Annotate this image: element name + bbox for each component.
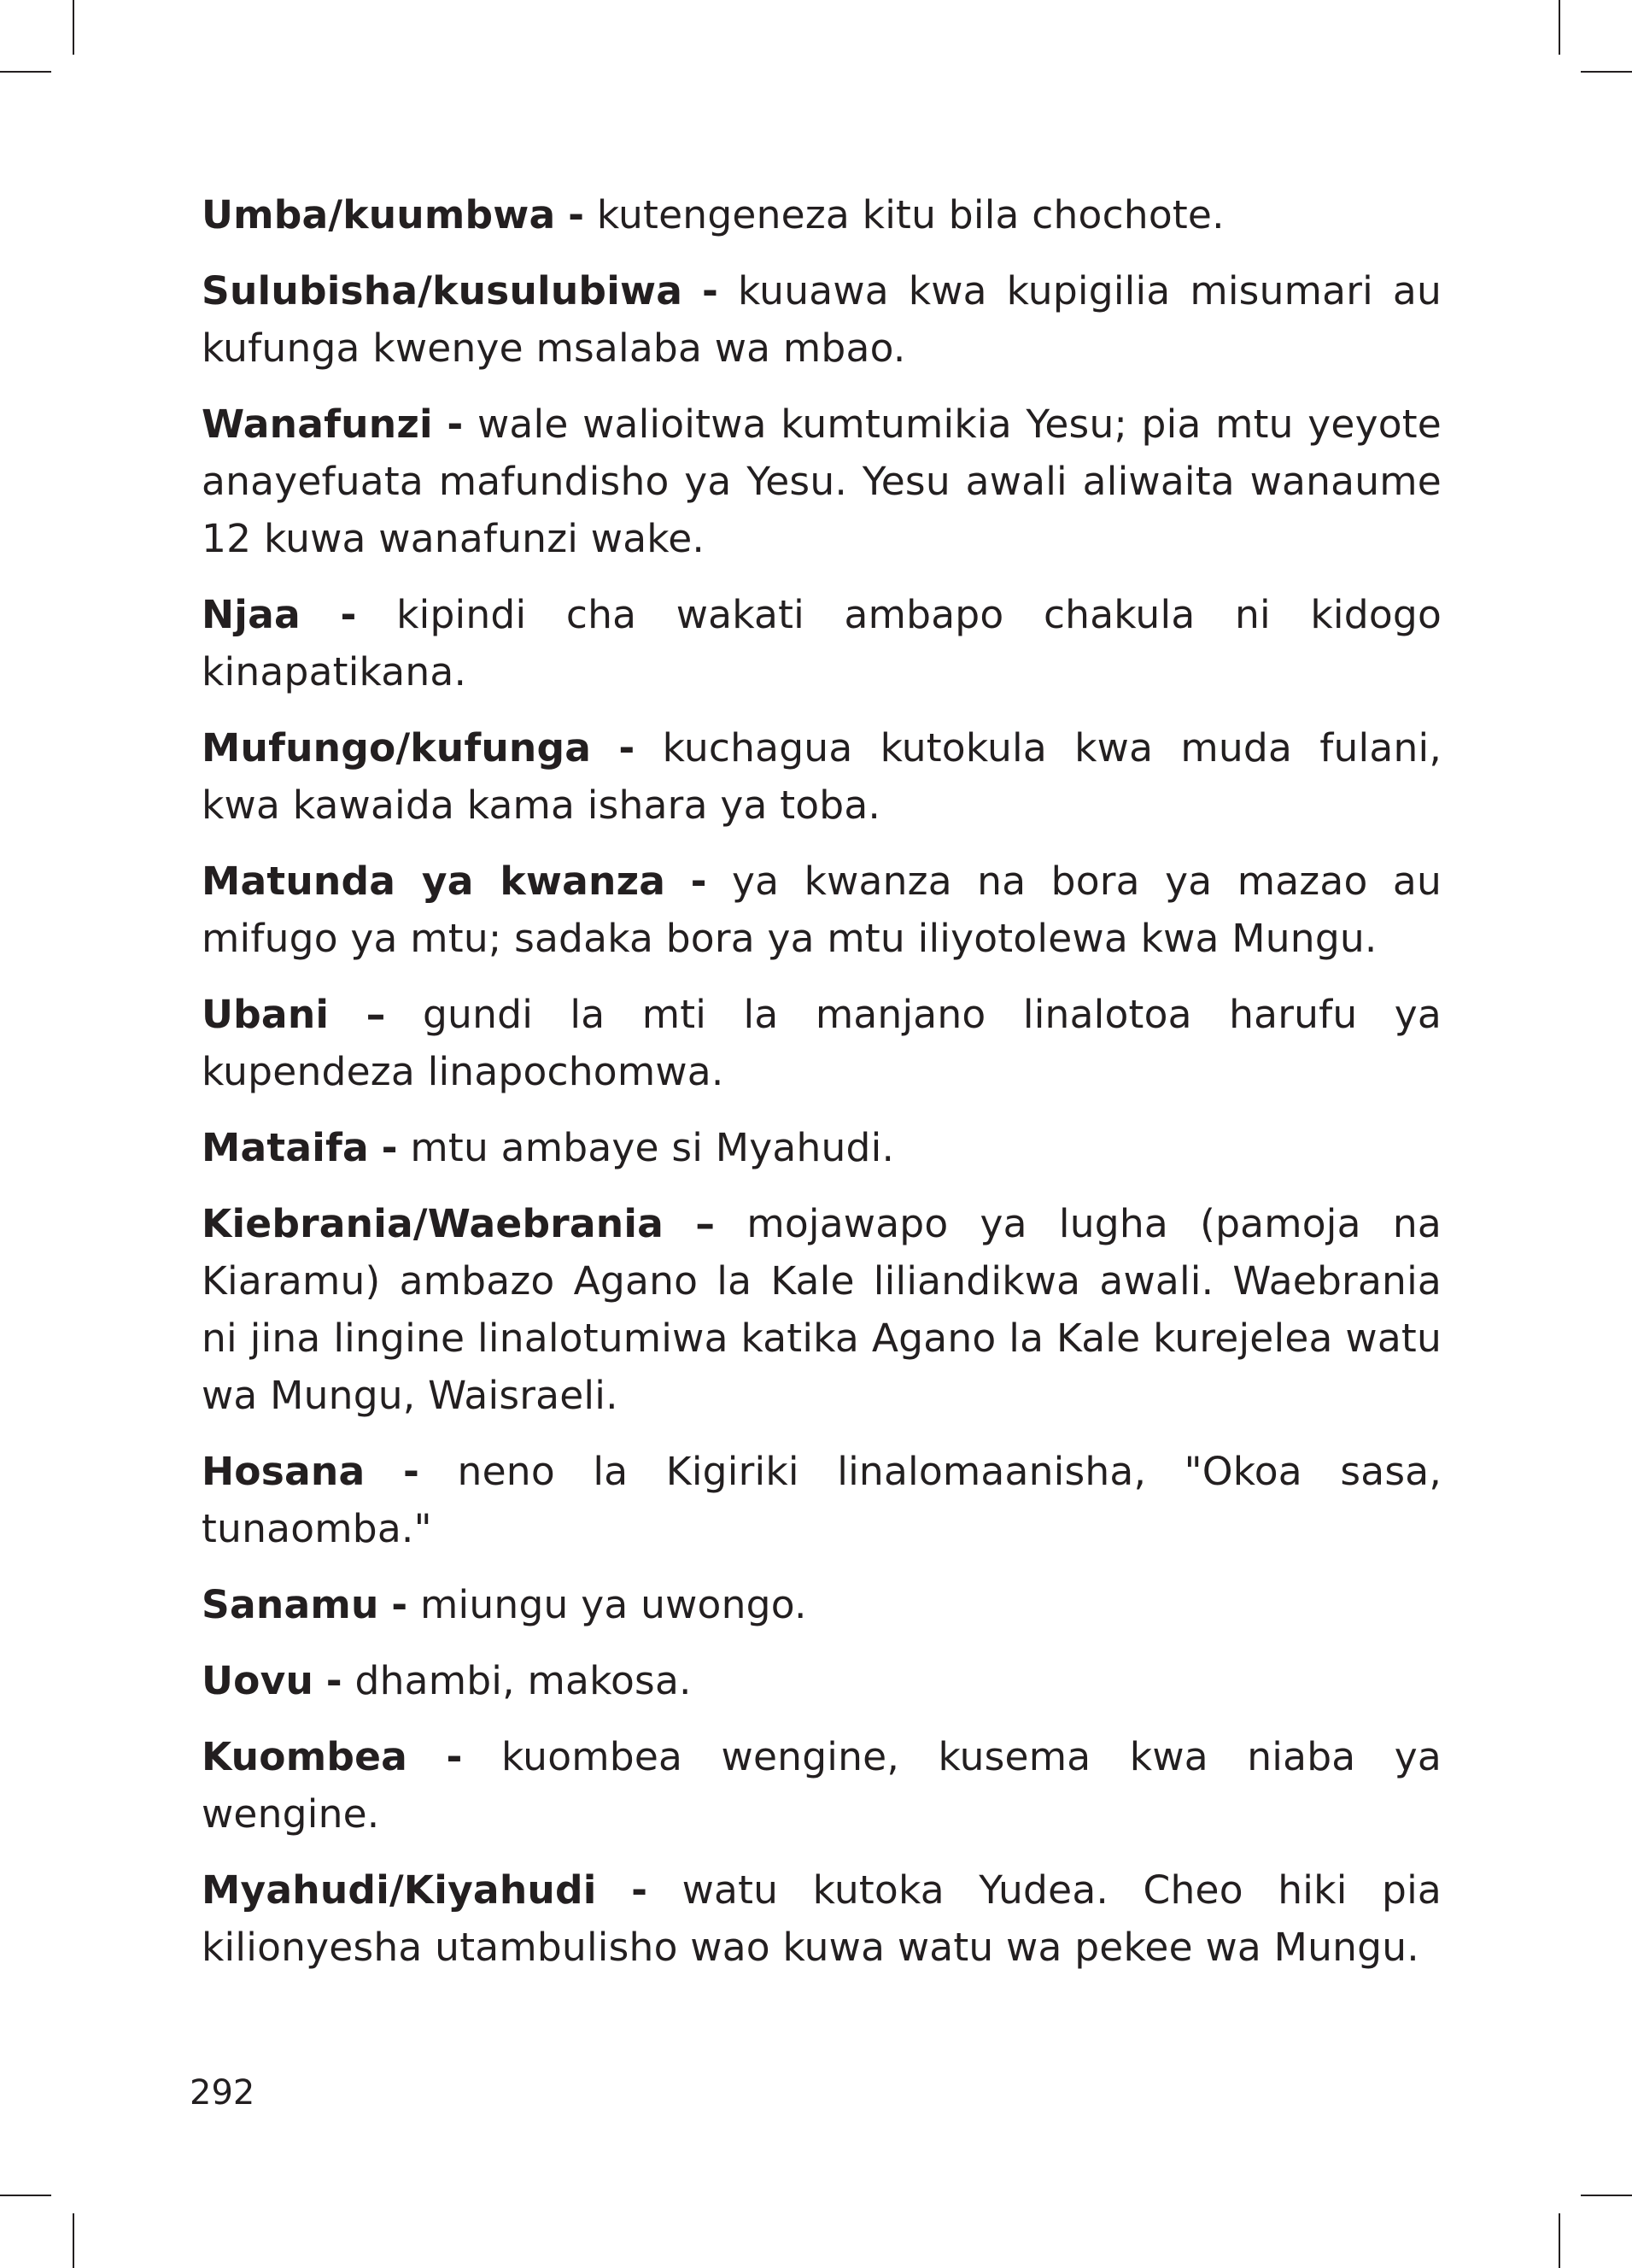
crop-mark-top-right-horizontal bbox=[1581, 71, 1632, 73]
crop-mark-bottom-left-horizontal bbox=[0, 2195, 51, 2196]
glossary-entry bbox=[202, 262, 1442, 377]
glossary-entry bbox=[202, 1652, 1442, 1709]
glossary-definition: watu kutoka Yudea. Cheo hiki pia kilionyesha utambulisho wao kuwa watu wa pekee wa Mungu. bbox=[202, 1867, 1442, 1970]
glossary-entry bbox=[202, 1195, 1442, 1424]
glossary-entry bbox=[202, 1861, 1442, 1976]
glossary-definition: mojawapo ya lugha (pamoja na Kiaramu) ambazo Agano la Kale liliandikwa awali. Waebrania ni jina lingine linalotumiwa katika Agano la Kale kurejelea watu wa Mungu, Waisraeli. bbox=[202, 1201, 1442, 1418]
glossary-separator: - bbox=[381, 1125, 398, 1170]
glossary-term: Mufungo/kufunga bbox=[202, 725, 592, 771]
glossary-term: Uovu bbox=[202, 1658, 314, 1703]
glossary-separator: – bbox=[695, 1201, 716, 1246]
glossary-separator: - bbox=[446, 1734, 463, 1779]
glossary-separator: - bbox=[631, 1867, 648, 1913]
glossary-term: Wanafunzi bbox=[202, 401, 433, 447]
glossary-term: Kiebrania/Waebrania bbox=[202, 1201, 664, 1246]
crop-mark-bottom-left bbox=[73, 2213, 74, 2268]
glossary-separator: - bbox=[618, 725, 635, 771]
glossary-definition: dhambi, makosa. bbox=[354, 1658, 692, 1703]
page-number: 292 bbox=[190, 2073, 255, 2113]
glossary-entry bbox=[202, 1728, 1442, 1843]
glossary-term: Mataifa bbox=[202, 1125, 369, 1170]
glossary-term: Njaa bbox=[202, 592, 301, 637]
glossary-entry bbox=[202, 719, 1442, 834]
glossary-entry bbox=[202, 396, 1442, 567]
glossary-entry bbox=[202, 986, 1442, 1100]
glossary-entry bbox=[202, 853, 1442, 967]
glossary-separator: - bbox=[447, 401, 464, 447]
glossary-term: Sanamu bbox=[202, 1582, 379, 1627]
glossary-definition: ya kwanza na bora ya mazao au mifugo ya mtu; sadaka bora ya mtu iliyotolewa kwa Mungu. bbox=[202, 859, 1442, 961]
glossary-term: Umba/kuumbwa bbox=[202, 192, 556, 237]
crop-mark-top-left bbox=[73, 0, 74, 55]
glossary-entry bbox=[202, 1576, 1442, 1633]
glossary-entry bbox=[202, 586, 1442, 700]
glossary-entry bbox=[202, 1443, 1442, 1557]
glossary-term: Hosana bbox=[202, 1449, 366, 1494]
glossary-separator: - bbox=[325, 1658, 342, 1703]
glossary-definition: gundi la mti la manjano linalotoa harufu ya kupendeza linapochomwa. bbox=[202, 992, 1442, 1094]
crop-mark-bottom-right-horizontal bbox=[1581, 2195, 1632, 2196]
glossary-term: Sulubisha/kusulubiwa bbox=[202, 268, 683, 314]
glossary-definition: neno la Kigiriki linalomaanisha, "Okoa sasa, tunaomba." bbox=[202, 1449, 1442, 1551]
glossary-term: Matunda ya kwanza bbox=[202, 859, 666, 904]
crop-mark-top-right bbox=[1559, 0, 1560, 55]
glossary-definition: kuombea wengine, kusema kwa niaba ya wengine. bbox=[202, 1734, 1442, 1837]
glossary-definition: kutengeneza kitu bila chochote. bbox=[596, 192, 1225, 237]
crop-mark-bottom-right bbox=[1559, 2213, 1560, 2268]
glossary-definition: kuuawa kwa kupigilia misumari au kufunga kwenye msalaba wa mbao. bbox=[202, 268, 1442, 371]
glossary-separator: - bbox=[402, 1449, 420, 1494]
glossary-separator: – bbox=[366, 992, 386, 1037]
glossary-entry bbox=[202, 186, 1442, 243]
glossary-separator: - bbox=[340, 592, 357, 637]
glossary-definition: mtu ambaye si Myahudi. bbox=[410, 1125, 895, 1170]
glossary-entry bbox=[202, 1119, 1442, 1176]
glossary-definition: wale walioitwa kumtumikia Yesu; pia mtu yeyote anayefuata mafundisho ya Yesu. Yesu awali aliwaita wanaume 12 kuwa wanafunzi wake. bbox=[202, 401, 1442, 561]
glossary-term: Kuombea bbox=[202, 1734, 408, 1779]
glossary-definition: miungu ya uwongo. bbox=[420, 1582, 807, 1627]
glossary-term: Ubani bbox=[202, 992, 330, 1037]
glossary-separator: - bbox=[568, 192, 585, 237]
crop-mark-top-left-horizontal bbox=[0, 71, 51, 73]
glossary-separator: - bbox=[391, 1582, 408, 1627]
glossary-definition: kuchagua kutokula kwa muda fulani, kwa kawaida kama ishara ya toba. bbox=[202, 725, 1442, 828]
glossary-separator: - bbox=[690, 859, 707, 904]
glossary-list bbox=[202, 186, 1442, 1995]
glossary-separator: - bbox=[702, 268, 719, 314]
glossary-definition: kipindi cha wakati ambapo chakula ni kidogo kinapatikana. bbox=[202, 592, 1442, 694]
glossary-term: Myahudi/Kiyahudi bbox=[202, 1867, 597, 1913]
